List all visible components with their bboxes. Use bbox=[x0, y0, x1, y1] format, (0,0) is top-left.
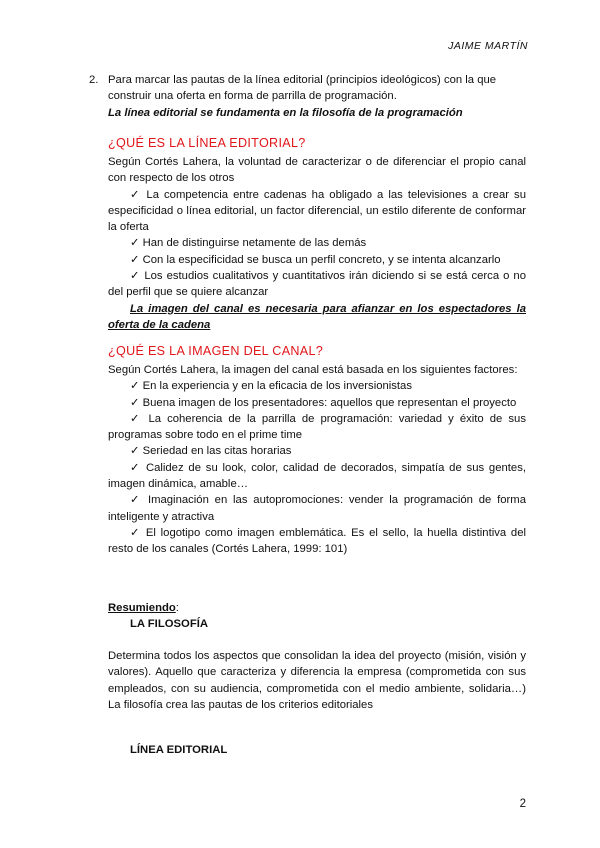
summary-colon: : bbox=[175, 602, 179, 614]
summary-label: Resumiendo bbox=[108, 602, 176, 614]
check-item: ✓ Con la especificidad se busca un perfil concreto, y se intenta alcanzarlo bbox=[130, 253, 501, 266]
check-item: ✓ Han de distinguirse netamente de las demás bbox=[130, 237, 367, 250]
list-number: 2. bbox=[89, 74, 99, 86]
check-item: ✓ La coherencia de la parrilla de programación: variedad y éxito de sus programas sobre todo en el prime time bbox=[108, 412, 526, 442]
section1-intro: Según Cortés Lahera, la voluntad de caracterizar o de diferenciar el propio canal con respecto de los otros bbox=[108, 156, 526, 185]
check-item: ✓ Seriedad en las citas horarias bbox=[130, 445, 292, 458]
check-item: ✓ El logotipo como imagen emblemática. Es el sello, la huella distintiva del resto de los canales (Cortés Lahera, 1999: 101) bbox=[108, 526, 526, 556]
section1-conclusion: La imagen del canal es necesaria para afianzar en los espectadores la oferta de la cadena bbox=[108, 302, 526, 331]
section2-intro: Según Cortés Lahera, la imagen del canal está basada en los siguientes factores: bbox=[108, 364, 518, 376]
section2-body bbox=[108, 362, 526, 558]
section-heading-imagen-canal: ¿QUÉ ES LA IMAGEN DEL CANAL? bbox=[108, 344, 324, 358]
list-item-2 bbox=[89, 72, 526, 121]
section-heading-linea-editorial: ¿QUÉ ES LA LÍNEA EDITORIAL? bbox=[108, 136, 306, 150]
check-item: ✓ Imaginación en las autopromociones: vender la programación de forma inteligente y atractiva bbox=[108, 494, 526, 523]
philosophy-text: Determina todos los aspectos que consolidan la idea del proyecto (misión, visión y valores). Aquello que caracteriza y diferencia la empresa (comprometida con sus empleados, con su audiencia, comprometida con el medio ambiente, solidaria…) La filosofía crea las pautas de los criterios editoriales bbox=[108, 650, 526, 711]
editorial-title: LÍNEA EDITORIAL bbox=[130, 744, 228, 756]
header-author: JAIME MARTÍN bbox=[448, 40, 528, 52]
section1-body bbox=[108, 154, 526, 333]
summary-label-line bbox=[108, 600, 526, 616]
check-item: ✓ La competencia entre cadenas ha obligado a las televisiones a crear su especificidad o línea editorial, un factor diferencial, un estilo diferente de conformar la oferta bbox=[108, 188, 526, 234]
item-emphasis: La línea editorial se fundamenta en la filosofía de la programación bbox=[108, 106, 463, 119]
check-item: ✓ En la experiencia y en la eficacia de los inversionistas bbox=[130, 380, 412, 393]
check-item: ✓ Buena imagen de los presentadores: aquellos que representan el proyecto bbox=[130, 396, 517, 409]
item-text: Para marcar las pautas de la línea editorial (principios ideológicos) con la que construir una oferta en forma de parrilla de programación. bbox=[108, 74, 497, 103]
check-item: ✓ Calidez de su look, color, calidad de decorados, simpatía de sus gentes, imagen dinámica, amable… bbox=[108, 461, 526, 491]
philosophy-title: LA FILOSOFÍA bbox=[130, 618, 209, 630]
check-item: ✓ Los estudios cualitativos y cuantitativos irán diciendo si se está cerca o no del perfil que se quiere alcanzar bbox=[108, 270, 526, 299]
page-number: 2 bbox=[519, 798, 526, 810]
